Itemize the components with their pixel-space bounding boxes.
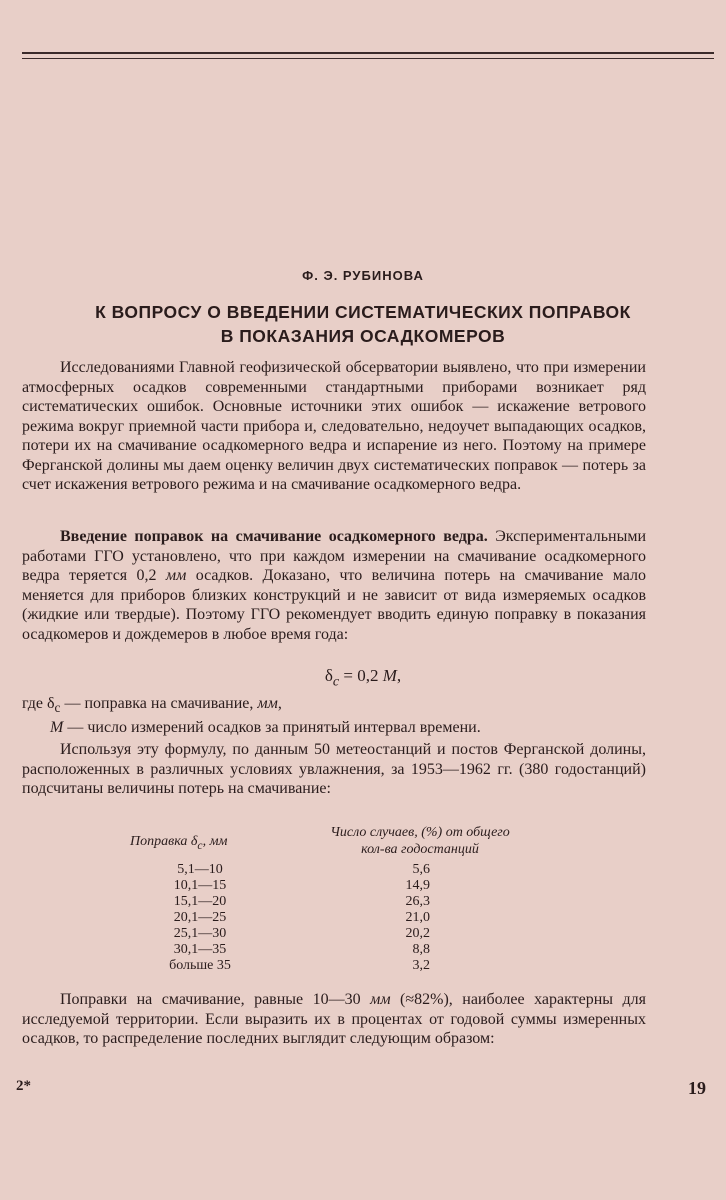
paragraph-2-part-b: осадков. Доказано, что величина потерь на смачивание мало меняется для приборов близких конструкций и не зависит от вида измеряемых осадков (жидкие или твердые). Поэтому ГГО рекомендует вводить единую поправку в показания осадкомеров и дождемеров в любое время года: — [22, 567, 647, 643]
formula-delta: δ — [324, 666, 333, 685]
paragraph-4-unit: мм — [370, 991, 391, 1008]
table-row — [100, 894, 560, 910]
legend-1-unit: мм — [257, 695, 278, 712]
header-2-line-2: кол-ва годостанций — [361, 842, 479, 857]
title-line-2: В ПОКАЗАНИЯ ОСАДКОМЕРОВ — [220, 326, 506, 346]
table-row — [100, 942, 560, 958]
table-header-1 — [130, 834, 227, 852]
paragraph-1-text: Исследованиями Главной геофизической обсерватории выявлено, что при измерении атмосферных осадков современными стандартными приборами возникает ряд систематических ошибок. Основные источники этих ошибок — искажение ветрового режима вокруг приемной части прибора и, следовательно, недоучет выпадающих осадков, потери их на смачивание осадкомерного ведра и испарение из него. Поэтому на примере Ферганской долины мы даем оценку величин двух систематических поправок — потерь за счет искажения ветрового режима и на смачивание осадкомерного ведра. — [22, 359, 646, 493]
formula-sub: c — [332, 673, 340, 690]
header-1-text: Поправка δ — [130, 834, 198, 849]
table-row — [100, 958, 560, 974]
table-cell-range: 30,1—35 — [173, 942, 227, 957]
author-name: Ф. Э. РУБИНОВА — [302, 268, 424, 283]
formula-end: , — [396, 666, 402, 685]
formula-legend — [22, 694, 646, 738]
paragraph-2 — [22, 527, 646, 644]
table-cell-value: 3,2 — [412, 958, 430, 973]
title-line-1: К ВОПРОСУ О ВВЕДЕНИИ СИСТЕМАТИЧЕСКИХ ПОПРАВОК — [95, 302, 631, 322]
table-cell-value: 21,0 — [405, 910, 430, 925]
table-row — [100, 878, 560, 894]
table-body — [100, 862, 560, 974]
top-rule — [22, 52, 714, 54]
legend-2-text: — число измерений осадков за принятый интервал времени. — [63, 719, 481, 737]
table-cell-range: 20,1—25 — [173, 910, 227, 925]
legend-1-end: , — [277, 695, 282, 712]
legend-1-sub: c — [54, 700, 61, 716]
table-cell-range: 10,1—15 — [173, 878, 227, 893]
paragraph-4-text — [22, 990, 646, 1049]
paragraph-2-text — [22, 527, 646, 644]
header-1-unit: , мм — [202, 834, 228, 849]
table-cell-value: 26,3 — [405, 894, 430, 909]
paragraph-3 — [22, 740, 646, 799]
header-1-sub: c — [197, 838, 203, 852]
table-cell-range: 25,1—30 — [173, 926, 227, 941]
legend-2-var: M — [50, 719, 64, 737]
table-cell-value: 14,9 — [405, 878, 430, 893]
paragraph-2-part-a: Экспериментальными работами ГГО установлено, что при каждом измерении на смачивание осадкомерного ведра теряется 0,2 — [22, 528, 646, 584]
formula — [0, 666, 726, 690]
table-cell-value: 5,6 — [412, 862, 430, 877]
unit-mm: мм — [165, 567, 187, 584]
page-number: 19 — [688, 1078, 706, 1098]
section-heading: Введение поправок на смачивание осадкомерного ведра. — [60, 528, 488, 545]
table-row — [100, 926, 560, 942]
legend-1-a: где δ — [22, 695, 55, 712]
table-header-2 — [300, 824, 540, 858]
legend-line-1 — [22, 694, 646, 718]
paragraph-3-text: Используя эту формулу, по данным 50 метеостанций и постов Ферганской долины, расположенных в различных условиях увлажнения, за 1953—1962 гг. (380 годостанций) подсчитаны величины потерь на смачивание: — [22, 741, 646, 797]
table-cell-value: 20,2 — [405, 926, 430, 941]
top-rule-2 — [22, 58, 714, 59]
signature-mark: 2* — [16, 1078, 31, 1094]
table-cell-range: 15,1—20 — [173, 894, 227, 909]
paragraph-1 — [22, 358, 646, 495]
table-row — [100, 910, 560, 926]
article-title — [0, 300, 726, 348]
header-2-line-1: Число случаев, (%) от общего — [330, 825, 510, 840]
table-row — [100, 862, 560, 878]
formula-var: M — [382, 666, 397, 685]
formula-rhs: = 0,2 — [339, 666, 383, 685]
legend-line-2 — [22, 718, 646, 738]
legend-1-b: — поправка на смачивание, — [60, 695, 258, 712]
paragraph-4-b: (≈82%), наиболее характерны для исследуемой территории. Если выразить их в процентах от годовой суммы измеренных осадков, то распределение последних выглядит следующим образом: — [22, 991, 647, 1047]
paragraph-4 — [22, 990, 646, 1049]
table-cell-value: 8,8 — [412, 942, 430, 957]
paragraph-4-a: Поправки на смачивание, равные 10—30 — [60, 991, 371, 1008]
table-cell-range: 5,1—10 — [177, 862, 223, 877]
table-cell-range: больше 35 — [169, 958, 231, 973]
